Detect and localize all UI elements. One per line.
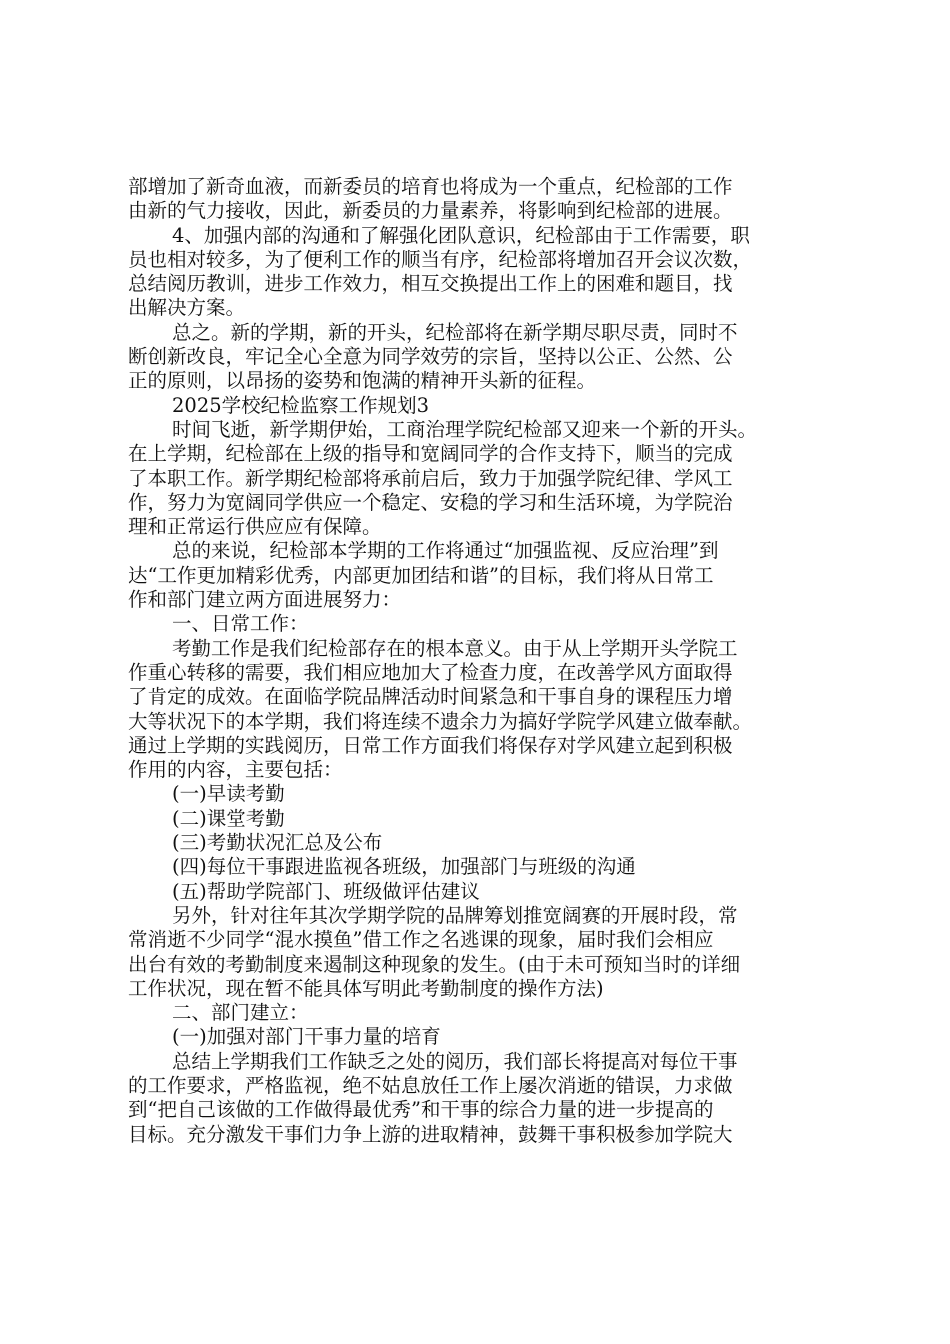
text-line: 常消逝不少同学“混水摸鱼”借工作之名逃课的现象，届时我们会相应: [128, 928, 714, 952]
text-line: 了肯定的成效。在面临学院品牌活动时间紧急和干事自身的课程压力增: [128, 685, 733, 709]
text-line: 总结上学期我们工作缺乏之处的阅历，我们部长将提高对每位干事: [172, 1049, 738, 1073]
text-line: 4、加强内部的沟通和了解强化团队意识，纪检部由于工作需要，职: [172, 223, 750, 247]
text-line: 作，努力为宽阔同学供应一个稳定、安稳的学习和生活环境，为学院治: [128, 490, 733, 514]
document-page: [128, 175, 828, 1147]
list-item: (一)加强对部门干事力量的培育: [172, 1025, 441, 1049]
text-line: 部增加了新奇血液，而新委员的培育也将成为一个重点，纪检部的工作: [128, 175, 733, 198]
list-item: (四)每位干事跟进监视各班级，加强部门与班级的沟通: [172, 855, 636, 879]
section-heading: 一、日常工作：: [172, 612, 309, 636]
text-line: 出解决方案。: [128, 296, 246, 320]
text-line: 出台有效的考勤制度来遏制这种现象的发生。(由于未可预知当时的详细: [128, 952, 741, 976]
list-item: (一)早读考勤: [172, 782, 285, 806]
list-item: (二)课堂考勤: [172, 806, 285, 830]
text-line: 通过上学期的实践阅历，日常工作方面我们将保存对学风建立起到积极: [128, 733, 733, 757]
text-line: 断创新改良，牢记全心全意为同学效劳的宗旨，坚持以公正、公然、公: [128, 345, 733, 369]
text-line: 作和部门建立两方面进展努力：: [128, 588, 402, 612]
text-line: 由新的气力接收，因此，新委员的力量素养，将影响到纪检部的进展。: [128, 199, 733, 223]
list-item: (五)帮助学院部门、班级做评估建议: [172, 879, 480, 903]
text-line: 达“工作更加精彩优秀，内部更加团结和谐”的目标，我们将从日常工: [128, 563, 714, 587]
text-line: 员也相对较多，为了便利工作的顺当有序，纪检部将增加召开会议次数，: [128, 247, 753, 271]
text-line: 了本职工作。新学期纪检部将承前启后，致力于加强学院纪律、学风工: [128, 466, 733, 490]
list-item: (三)考勤状况汇总及公布: [172, 831, 383, 855]
text-line: 理和正常运行供应应有保障。: [128, 515, 382, 539]
text-line: 的工作要求，严格监视，绝不姑息放任工作上屡次消逝的错误，力求做: [128, 1073, 733, 1097]
text-line: 作用的内容，主要包括：: [128, 758, 343, 782]
text-line: 正的原则，以昂扬的姿势和饱满的精神开头新的征程。: [128, 369, 597, 393]
text-line: 时间飞逝，新学期伊始，工商治理学院纪检部又迎来一个新的开头。: [172, 417, 758, 441]
text-line: 工作状况，现在暂不能具体写明此考勤制度的操作方法): [128, 976, 604, 1000]
text-line: 考勤工作是我们纪检部存在的根本意义。由于从上学期开头学院工: [172, 636, 738, 660]
text-line: 总的来说，纪检部本学期的工作将通过“加强监视、反应治理”到: [172, 539, 719, 563]
text-line: 在上学期，纪检部在上级的指导和宽阔同学的合作支持下，顺当的完成: [128, 442, 733, 466]
section-heading: 二、部门建立：: [172, 1001, 309, 1025]
text-line: 作重心转移的需要，我们相应地加大了检查力度，在改善学风方面取得: [128, 660, 733, 684]
text-line: 总之。新的学期，新的开头，纪检部将在新学期尽职尽责，同时不: [172, 320, 738, 344]
section-heading: 2025学校纪检监察工作规划3: [172, 393, 430, 417]
text-line: 大等状况下的本学期，我们将连续不遗余力为搞好学院学风建立做奉献。: [128, 709, 753, 733]
text-line: 总结阅历教训，进步工作效力，相互交换提出工作上的困难和题目，找: [128, 272, 733, 296]
text-line: 目标。充分激发干事们力争上游的进取精神，鼓舞干事积极参加学院大: [128, 1122, 733, 1146]
text-line: 另外，针对往年其次学期学院的品牌筹划推宽阔赛的开展时段，常: [172, 903, 738, 927]
text-line: 到“把自己该做的工作做得最优秀”和干事的综合力量的进一步提高的: [128, 1098, 714, 1122]
